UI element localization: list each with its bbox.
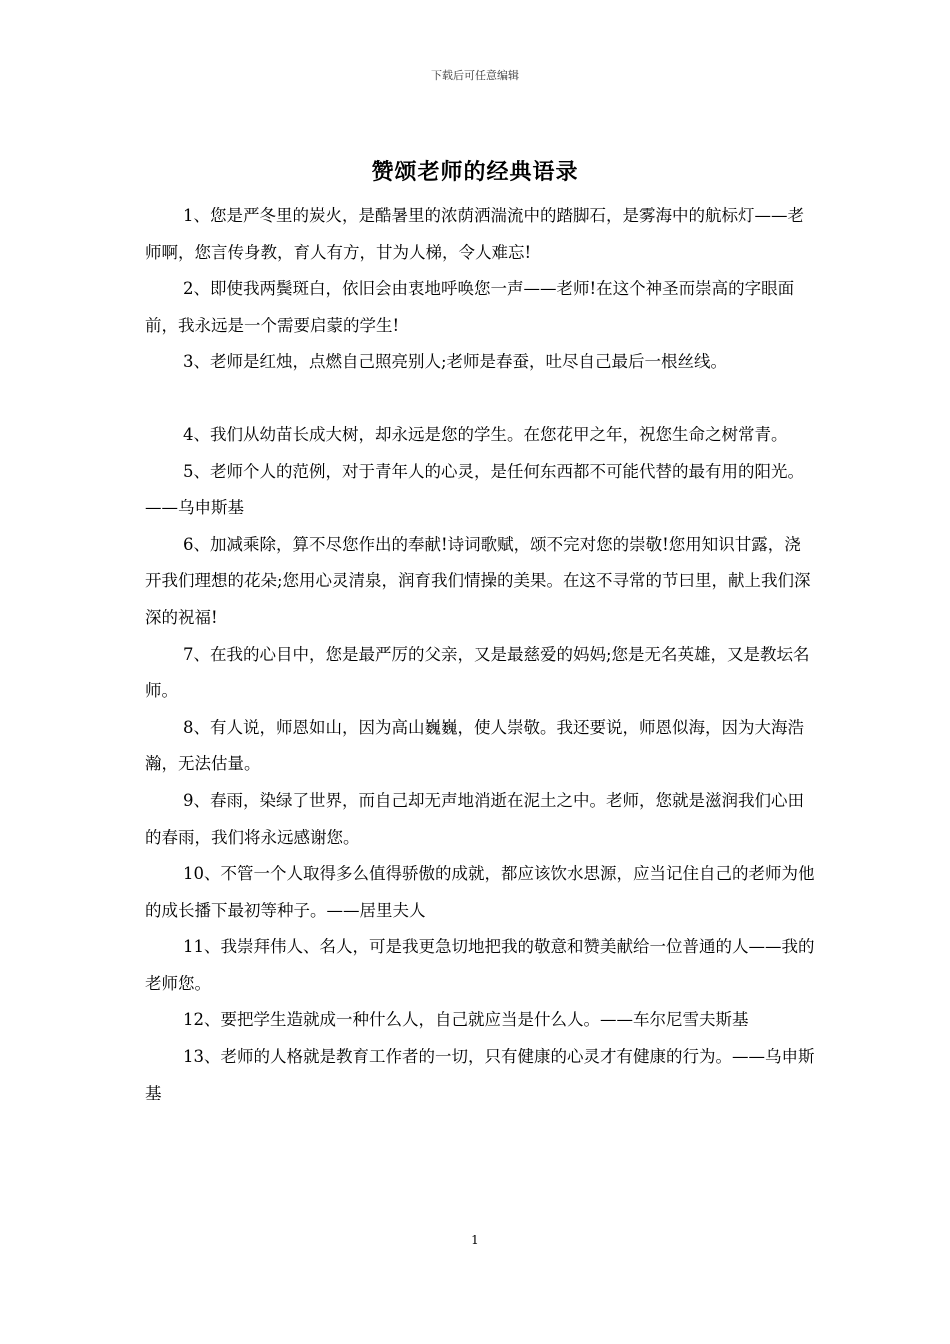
quote-paragraph-5: 5、老师个人的范例，对于青年人的心灵，是任何东西都不可能代替的最有用的阳光。——乌申斯基	[145, 461, 804, 518]
quote-paragraph-3: 3、老师是红烛，点燃自己照亮别人;老师是春蚕，吐尽自己最后一根丝线。	[183, 352, 728, 372]
page-number: 1	[471, 1233, 479, 1247]
document-body	[145, 198, 815, 1112]
quote-paragraph-9: 9、春雨，染绿了世界，而自己却无声地消逝在泥土之中。老师，您就是滋润我们心田的春雨，我们将永远感谢您。	[145, 790, 804, 847]
quote-paragraph-12: 12、要把学生造就成一种什么人，自己就应当是什么人。——车尔尼雪夫斯基	[183, 1010, 749, 1030]
quote-paragraph-10: 10、不管一个人取得多么值得骄傲的成就，都应该饮水思源，应当记住自己的老师为他的成长播下最初等种子。——居里夫人	[145, 864, 815, 920]
quote-paragraph-11: 11、我崇拜伟人、名人，可是我更急切地把我的敬意和赞美献给一位普通的人——我的老师您。	[145, 937, 815, 993]
quote-paragraph-4: 4、我们从幼苗长成大树，却永远是您的学生。在您花甲之年，祝您生命之树常青。	[183, 424, 788, 444]
quote-paragraph-8: 8、有人说，师恩如山，因为高山巍巍，使人崇敬。我还要说，师恩似海，因为大海浩瀚，无法估量。	[145, 717, 804, 774]
page-header: 下载后可任意编辑	[431, 69, 519, 82]
quote-paragraph-6: 6、加减乘除，算不尽您作出的奉献!诗词歌赋，颂不完对您的崇敬!您用知识甘露，浇开我们理想的花朵;您用心灵清泉，润育我们情操的美果。在这不寻常的节曰里，献上我们深深的祝福!	[145, 534, 811, 627]
document-title: 赞颂老师的经典语录	[371, 159, 579, 185]
quote-paragraph-7: 7、在我的心目中，您是最严厉的父亲，又是最慈爱的妈妈;您是无名英雄，又是教坛名师。	[145, 644, 810, 701]
quote-paragraph-1: 1、您是严冬里的炭火，是酷暑里的浓荫洒湍流中的踏脚石，是雾海中的航标灯——老师啊，您言传身教，育人有方，甘为人梯，令人难忘!	[145, 206, 804, 262]
quote-paragraph-13: 13、老师的人格就是教育工作者的一切，只有健康的心灵才有健康的行为。——乌申斯基	[145, 1047, 815, 1103]
quote-paragraph-2: 2、即使我两鬓斑白，依旧会由衷地呼唤您一声——老师!在这个神圣而崇高的字眼面前，我永远是一个需要启蒙的学生!	[145, 279, 795, 335]
